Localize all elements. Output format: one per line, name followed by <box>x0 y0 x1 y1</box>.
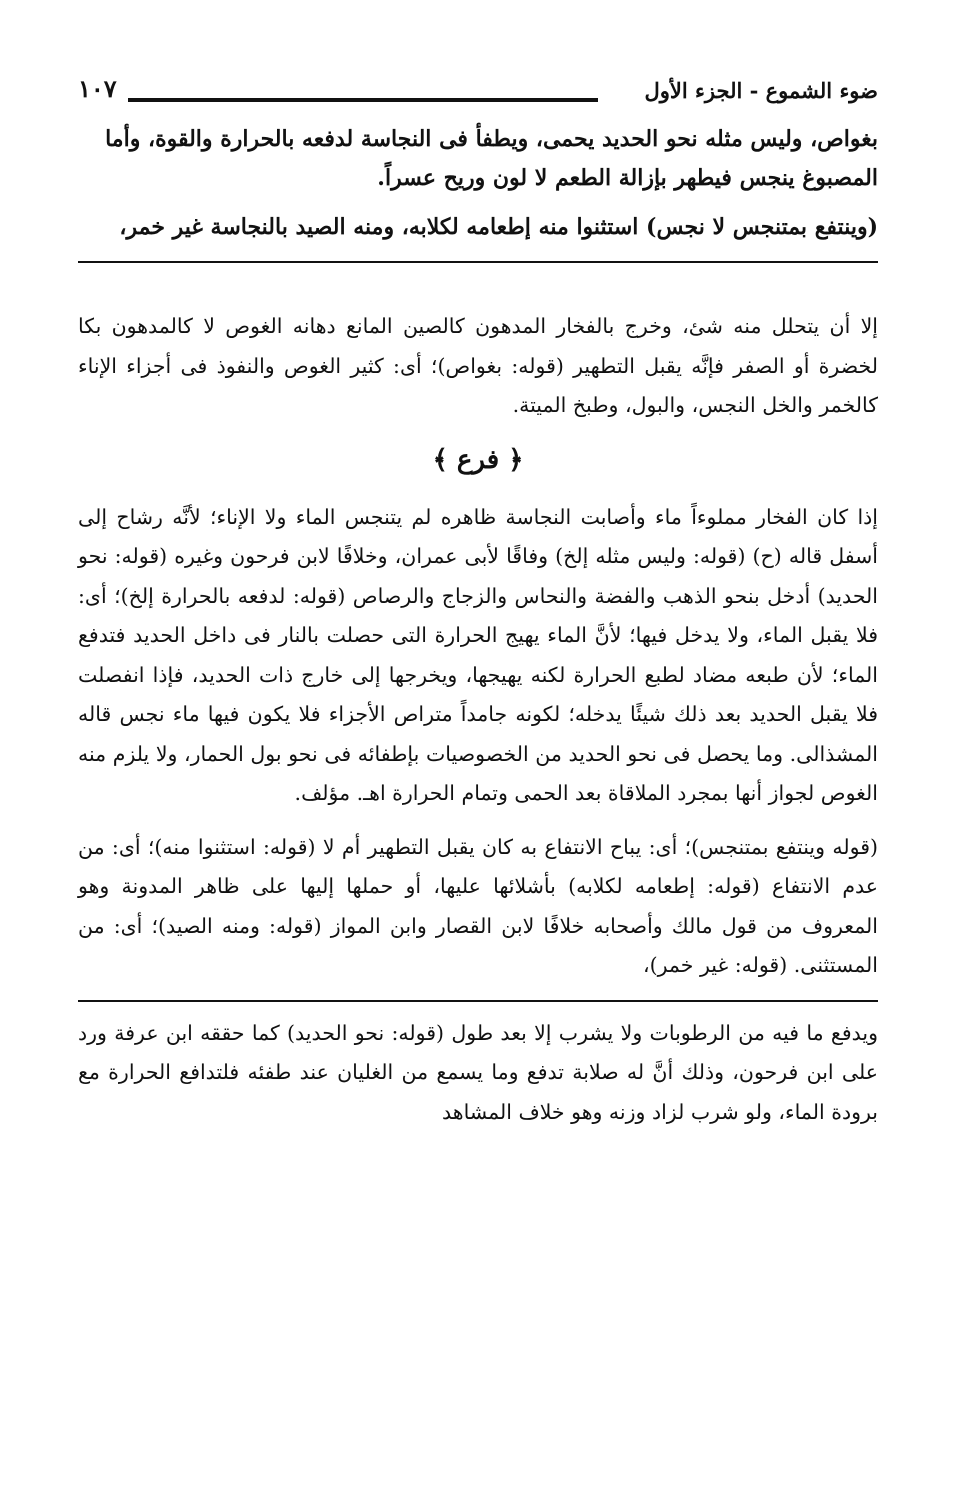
running-header <box>78 70 878 114</box>
main-text <box>78 120 878 247</box>
footnote <box>78 1014 878 1133</box>
branch-heading: ﴿ فرع ﴾ <box>432 444 524 475</box>
header-rule <box>128 98 598 102</box>
main-text-line: بغواص، وليس مثله نحو الحديد يحمى، ويطفأ فى النجاسة لدفعه بالحرارة والقوة، وأما <box>105 126 878 152</box>
page <box>78 70 878 1132</box>
commentary-paragraph: إذا كان الفخار مملوءاً ماء وأصابت النجاسة ظاهره لم يتنجس الماء ولا الإناء؛ لأنَّه رشاح إلى أسفل قاله (ح) (قوله: وليس مثله إلخ) وفاقًا لأبى عمران، وخلافًا لابن فرحون وغيره (قوله: نحو الحديد) أدخل بنحو الذهب والفضة والنحاس والزجاج والرصاص (قوله: لدفعه بالحرارة إلخ)؛ أى: فلا يقبل الماء، ولا يدخل فيها؛ لأنَّ الماء يهيج الحرارة التى حصلت بالنار فى داخل الحديد فتدفع الماء؛ لأن طبعه مضاد لطبع الحرارة لكنه يهيجها، ويخرجها إلى خارج ذات الحديد، فإذا انفصلت فلا يقبل الحديد بعد ذلك شيئًا يدخله؛ لكونه جامداً متراص الأجزاء فلا يكون فيها ماء نجس قاله المشذالى. وما يحصل فى نحو الحديد من الخصوصيات بإطفائه فى نحو بول الحمار، ولا يلزم منه الغوص لجواز أنها بمجرد الملاقاة بعد الحمى وتمام الحرارة اهـ. مؤلف. <box>78 504 878 805</box>
commentary <box>78 307 878 986</box>
main-text-separator <box>78 261 878 263</box>
commentary-paragraph: إلا أن يتحلل منه شئ، وخرج بالفخار المدهون كالصين المانع دهانه الغوص لا كالمدهون بكا لخضرة أو الصفر فإنَّه يقبل التطهير (قوله: بغواص)؛ أى: كثير الغوص والنفوذ فى أجزاء الإناء كالخمر والخل النجس، والبول، وطبخ الميتة. <box>78 314 878 417</box>
main-text-line: المصبوغ ينجس فيطهر بإزالة الطعم لا لون وريح عسراً. <box>377 165 878 191</box>
running-title: ضوء الشموع - الجزء الأول <box>644 78 878 103</box>
footnote-separator <box>78 1000 878 1002</box>
page-number: ١٠٧ <box>78 74 117 103</box>
footnote-text: ويدفع ما فيه من الرطوبات ولا يشرب إلا بعد طول (قوله: نحو الحديد) كما حققه ابن عرفة ورد على ابن فرحون، وذلك أنَّ له صلابة تدفع وما يسمع من الغليان عند طفئه فلتدافع الحرارة مع برودة الماء، ولو شرب لزاد وزنه وهو خلاف المشاهد <box>78 1020 878 1124</box>
commentary-paragraph: (قوله وينتفع بمتنجس)؛ أى: يباح الانتفاع به كان يقبل التطهير أم لا (قوله: استثنوا منه)؛ أى: من عدم الانتفاع (قوله: إطعامه لكلابه) بأشلائها عليها، أو حملها إليها على ظاهر المدونة وهو المعروف من قول مالك وأصحابه خلافًا لابن القصار وابن المواز (قوله: ومنه الصيد)؛ أى: من المستثنى. (قوله: غير خمر)، <box>78 834 878 977</box>
main-text-line: (وينتفع بمتنجس لا نجس) استثنوا منه إطعامه لكلابه، ومنه الصيد بالنجاسة غير خمر، <box>119 214 878 240</box>
